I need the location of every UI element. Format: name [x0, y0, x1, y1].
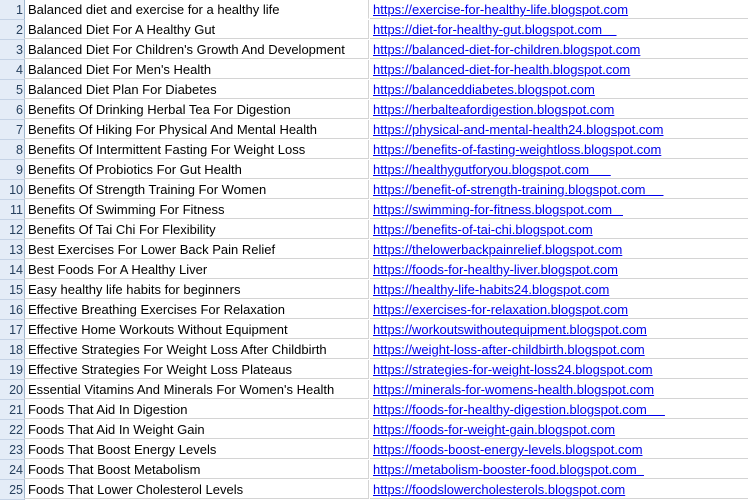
table-row [0, 240, 748, 260]
url-cell[interactable] [370, 340, 748, 359]
title-cell[interactable]: Foods That Lower Cholesterol Levels [24, 480, 369, 499]
table-row [0, 400, 748, 420]
url-cell[interactable] [370, 80, 748, 99]
title-cell[interactable]: Foods That Aid In Weight Gain [24, 420, 369, 439]
row-header[interactable]: 18 [0, 340, 25, 360]
url-cell[interactable] [370, 200, 748, 219]
hyperlink[interactable]: https://balanced-diet-for-children.blogspot.com [373, 42, 641, 57]
hyperlink[interactable]: https://foods-for-healthy-liver.blogspot.com [373, 262, 618, 277]
title-cell[interactable]: Balanced Diet For Men's Health [24, 60, 369, 79]
title-cell[interactable]: Benefits Of Tai Chi For Flexibility [24, 220, 369, 239]
row-header[interactable]: 23 [0, 440, 25, 460]
table-row [0, 420, 748, 440]
hyperlink[interactable]: https://benefits-of-tai-chi.blogspot.com [373, 222, 593, 237]
url-cell[interactable] [370, 320, 748, 339]
row-header[interactable]: 15 [0, 280, 25, 300]
title-cell[interactable]: Effective Strategies For Weight Loss Plateaus [24, 360, 369, 379]
row-header[interactable]: 1 [0, 0, 25, 20]
title-cell[interactable]: Benefits Of Intermittent Fasting For Weight Loss [24, 140, 369, 159]
row-header[interactable]: 2 [0, 20, 25, 40]
row-header[interactable]: 12 [0, 220, 25, 240]
row-header[interactable]: 24 [0, 460, 25, 480]
hyperlink[interactable]: https://balanced-diet-for-health.blogspot.com [373, 62, 631, 77]
row-header[interactable]: 3 [0, 40, 25, 60]
hyperlink[interactable]: https://foods-for-weight-gain.blogspot.com [373, 422, 616, 437]
hyperlink[interactable]: https://herbalteafordigestion.blogspot.com [373, 102, 615, 117]
hyperlink[interactable]: https://workoutswithoutequipment.blogspot.com [373, 322, 647, 337]
table-row [0, 260, 748, 280]
url-cell[interactable] [370, 240, 748, 259]
row-header[interactable]: 17 [0, 320, 25, 340]
url-cell[interactable] [370, 440, 748, 459]
url-cell[interactable] [370, 220, 748, 239]
url-cell[interactable] [370, 0, 748, 19]
title-cell[interactable]: Foods That Boost Energy Levels [24, 440, 369, 459]
hyperlink[interactable]: https://benefit-of-strength-training.blogspot.com [373, 182, 664, 197]
row-header[interactable]: 20 [0, 380, 25, 400]
table-row [0, 340, 748, 360]
row-header[interactable]: 8 [0, 140, 25, 160]
url-cell[interactable] [370, 260, 748, 279]
row-header[interactable]: 22 [0, 420, 25, 440]
title-cell[interactable]: Best Foods For A Healthy Liver [24, 260, 369, 279]
title-cell[interactable]: Best Exercises For Lower Back Pain Relief [24, 240, 369, 259]
hyperlink[interactable]: https://foods-for-healthy-digestion.blogspot.com [373, 402, 665, 417]
table-row [0, 300, 748, 320]
title-cell[interactable]: Benefits Of Probiotics For Gut Health [24, 160, 369, 179]
table-row [0, 180, 748, 200]
title-cell[interactable]: Benefits Of Swimming For Fitness [24, 200, 369, 219]
row-header[interactable]: 9 [0, 160, 25, 180]
title-cell[interactable]: Balanced diet and exercise for a healthy life [24, 0, 369, 19]
row-header[interactable]: 19 [0, 360, 25, 380]
table-row [0, 280, 748, 300]
table-row [0, 0, 748, 20]
hyperlink[interactable]: https://physical-and-mental-health24.blogspot.com [373, 122, 664, 137]
table-row [0, 460, 748, 480]
title-cell[interactable]: Balanced Diet For Children's Growth And Development [24, 40, 369, 59]
url-cell[interactable] [370, 120, 748, 139]
title-cell[interactable]: Effective Breathing Exercises For Relaxation [24, 300, 369, 319]
table-row [0, 160, 748, 180]
url-cell[interactable] [370, 180, 748, 199]
title-cell[interactable]: Essential Vitamins And Minerals For Women's Health [24, 380, 369, 399]
url-cell[interactable] [370, 460, 748, 479]
url-cell[interactable] [370, 140, 748, 159]
title-cell[interactable]: Effective Strategies For Weight Loss After Childbirth [24, 340, 369, 359]
hyperlink[interactable]: https://diet-for-healthy-gut.blogspot.com [373, 22, 617, 37]
title-cell[interactable]: Foods That Aid In Digestion [24, 400, 369, 419]
url-cell[interactable] [370, 160, 748, 179]
row-header[interactable]: 21 [0, 400, 25, 420]
url-cell[interactable] [370, 60, 748, 79]
table-row [0, 120, 748, 140]
table-row [0, 200, 748, 220]
row-header[interactable]: 6 [0, 100, 25, 120]
url-cell[interactable] [370, 40, 748, 59]
url-cell[interactable] [370, 20, 748, 39]
title-cell[interactable]: Balanced Diet For A Healthy Gut [24, 20, 369, 39]
hyperlink[interactable]: https://foods-boost-energy-levels.blogspot.com [373, 442, 643, 457]
hyperlink[interactable]: https://foodslowercholesterols.blogspot.com [373, 482, 626, 497]
table-row [0, 100, 748, 120]
hyperlink[interactable]: https://healthygutforyou.blogspot.com [373, 162, 611, 177]
url-cell[interactable] [370, 380, 748, 399]
title-cell[interactable]: Balanced Diet Plan For Diabetes [24, 80, 369, 99]
title-cell[interactable]: Benefits Of Strength Training For Women [24, 180, 369, 199]
hyperlink[interactable]: https://benefits-of-fasting-weightloss.blogspot.com [373, 142, 662, 157]
row-header[interactable]: 7 [0, 120, 25, 140]
url-cell[interactable] [370, 480, 748, 499]
hyperlink[interactable]: https://weight-loss-after-childbirth.blogspot.com [373, 342, 645, 357]
table-row [0, 320, 748, 340]
hyperlink[interactable]: https://exercises-for-relaxation.blogspot.com [373, 302, 629, 317]
row-header[interactable]: 13 [0, 240, 25, 260]
table-row [0, 360, 748, 380]
row-header[interactable]: 5 [0, 80, 25, 100]
table-row [0, 60, 748, 80]
row-header[interactable]: 10 [0, 180, 25, 200]
title-cell[interactable]: Benefits Of Hiking For Physical And Mental Health [24, 120, 369, 139]
title-cell[interactable]: Foods That Boost Metabolism [24, 460, 369, 479]
title-cell[interactable]: Effective Home Workouts Without Equipment [24, 320, 369, 339]
table-row [0, 380, 748, 400]
url-cell[interactable] [370, 280, 748, 299]
table-row [0, 40, 748, 60]
table-row [0, 480, 748, 500]
title-cell[interactable]: Easy healthy life habits for beginners [24, 280, 369, 299]
hyperlink[interactable]: https://minerals-for-womens-health.blogspot.com [373, 382, 655, 397]
row-header[interactable]: 25 [0, 480, 25, 500]
row-header[interactable]: 4 [0, 60, 25, 80]
hyperlink[interactable]: https://balanceddiabetes.blogspot.com [373, 82, 595, 97]
row-header[interactable]: 14 [0, 260, 25, 280]
row-header[interactable]: 16 [0, 300, 25, 320]
url-cell[interactable] [370, 300, 748, 319]
url-cell[interactable] [370, 360, 748, 379]
table-row [0, 140, 748, 160]
hyperlink[interactable]: https://metabolism-booster-food.blogspot.com [373, 462, 644, 477]
hyperlink[interactable]: https://swimming-for-fitness.blogspot.com [373, 202, 623, 217]
table-row [0, 20, 748, 40]
table-row [0, 440, 748, 460]
hyperlink[interactable]: https://thelowerbackpainrelief.blogspot.com [373, 242, 623, 257]
url-cell[interactable] [370, 420, 748, 439]
row-header[interactable]: 11 [0, 200, 25, 220]
title-cell[interactable]: Benefits Of Drinking Herbal Tea For Digestion [24, 100, 369, 119]
table-row [0, 80, 748, 100]
table-row [0, 220, 748, 240]
hyperlink[interactable]: https://strategies-for-weight-loss24.blogspot.com [373, 362, 653, 377]
url-cell[interactable] [370, 400, 748, 419]
url-cell[interactable] [370, 100, 748, 119]
hyperlink[interactable]: https://exercise-for-healthy-life.blogspot.com [373, 2, 629, 17]
hyperlink[interactable]: https://healthy-life-habits24.blogspot.com [373, 282, 610, 297]
